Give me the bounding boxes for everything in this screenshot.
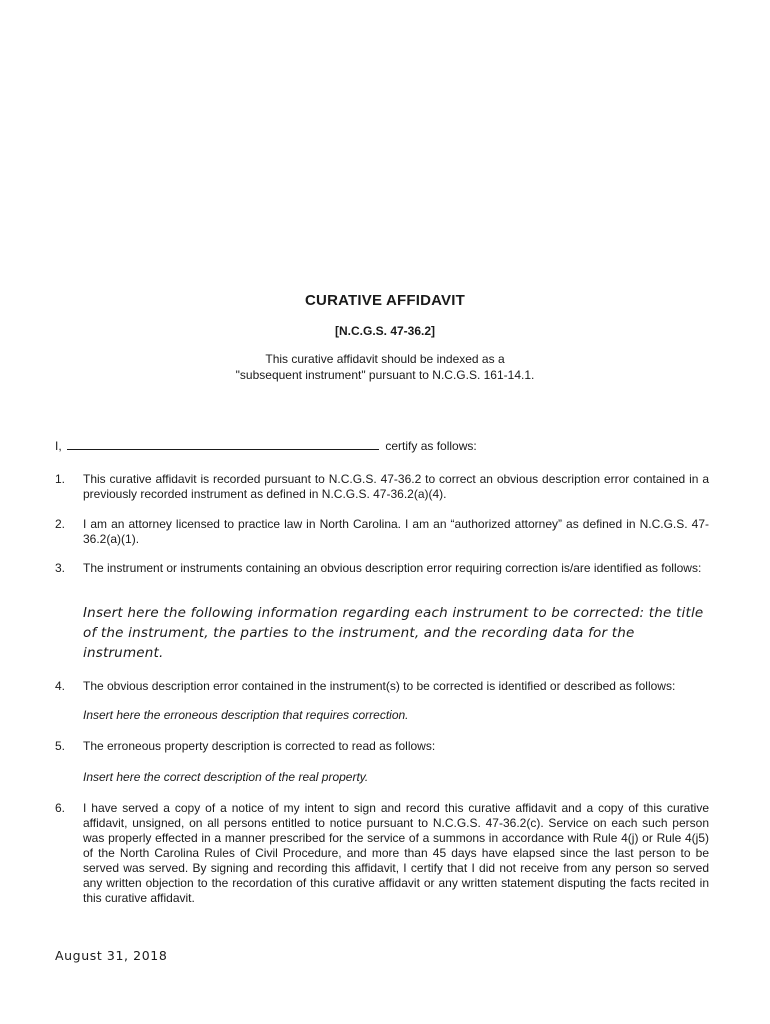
instrument-info-instruction: Insert here the following information regarding each instrument to be corrected: the title of the instrument, the parties to the instrument, and the recording data for the instrument. <box>83 605 704 661</box>
item-number: 5. <box>55 739 66 753</box>
item-text: I am an attorney licensed to practice law in North Carolina. I am an “authorized attorney” as defined in N.C.G.S. 47-36.2(a)(1). <box>83 517 709 546</box>
list-item <box>55 801 709 906</box>
item-text: The instrument or instruments containing an obvious description error requiring correction is/are identified as follows: <box>83 561 702 575</box>
index-note <box>0 351 770 383</box>
erroneous-description-instruction: Insert here the erroneous description that requires correction. <box>83 708 409 722</box>
footer-date: August 31, 2018 <box>55 948 168 963</box>
item-number: 2. <box>55 517 66 531</box>
item-text: The erroneous property description is corrected to read as follows: <box>83 739 436 753</box>
item-text: The obvious description error contained in the instrument(s) to be corrected is identified or described as follows: <box>83 679 676 693</box>
item-text: This curative affidavit is recorded pursuant to N.C.G.S. 47-36.2 to correct an obvious description error contained in a previously recorded instrument as defined in N.C.G.S. 47-36.2(a)(4). <box>83 472 709 501</box>
index-note-line-1: This curative affidavit should be indexed as a <box>265 352 505 366</box>
item-number: 6. <box>55 801 66 815</box>
attorney-name-blank[interactable] <box>67 438 379 450</box>
list-item <box>55 472 709 502</box>
index-note-line-2: "subsequent instrument" pursuant to N.C.G.S. 161-14.1. <box>235 368 535 382</box>
item-text: I have served a copy of a notice of my intent to sign and record this curative affidavit and a copy of this curative affidavit, unsigned, on all persons entitled to notice pursuant to N.C.G.S. 47-36.2(c). Service on each such person was properly effected in a manner prescribed for the service of a summons in accordance with Rule 4(j) or Rule 4(j5) of the North Carolina Rules of Civil Procedure, and more than 45 days have elapsed since the last person to be served was served. By signing and recording this affidavit, I certify that I did not receive from any person so served any written objection to the recordation of this curative affidavit or any written statement disputing the facts recited in this curative affidavit. <box>83 801 709 905</box>
list-item <box>55 679 709 694</box>
list-item <box>55 517 709 547</box>
item-number: 4. <box>55 679 66 693</box>
certify-suffix: certify as follows: <box>385 439 477 453</box>
document-title: CURATIVE AFFIDAVIT <box>305 292 465 309</box>
certify-line <box>55 438 477 453</box>
certify-prefix: I, <box>55 439 62 453</box>
list-item <box>55 739 709 754</box>
item-number: 1. <box>55 472 66 486</box>
list-item <box>55 561 709 576</box>
statute-reference: [N.C.G.S. 47-36.2] <box>334 324 436 338</box>
item-number: 3. <box>55 561 66 575</box>
correct-description-instruction: Insert here the correct description of the real property. <box>83 770 369 784</box>
